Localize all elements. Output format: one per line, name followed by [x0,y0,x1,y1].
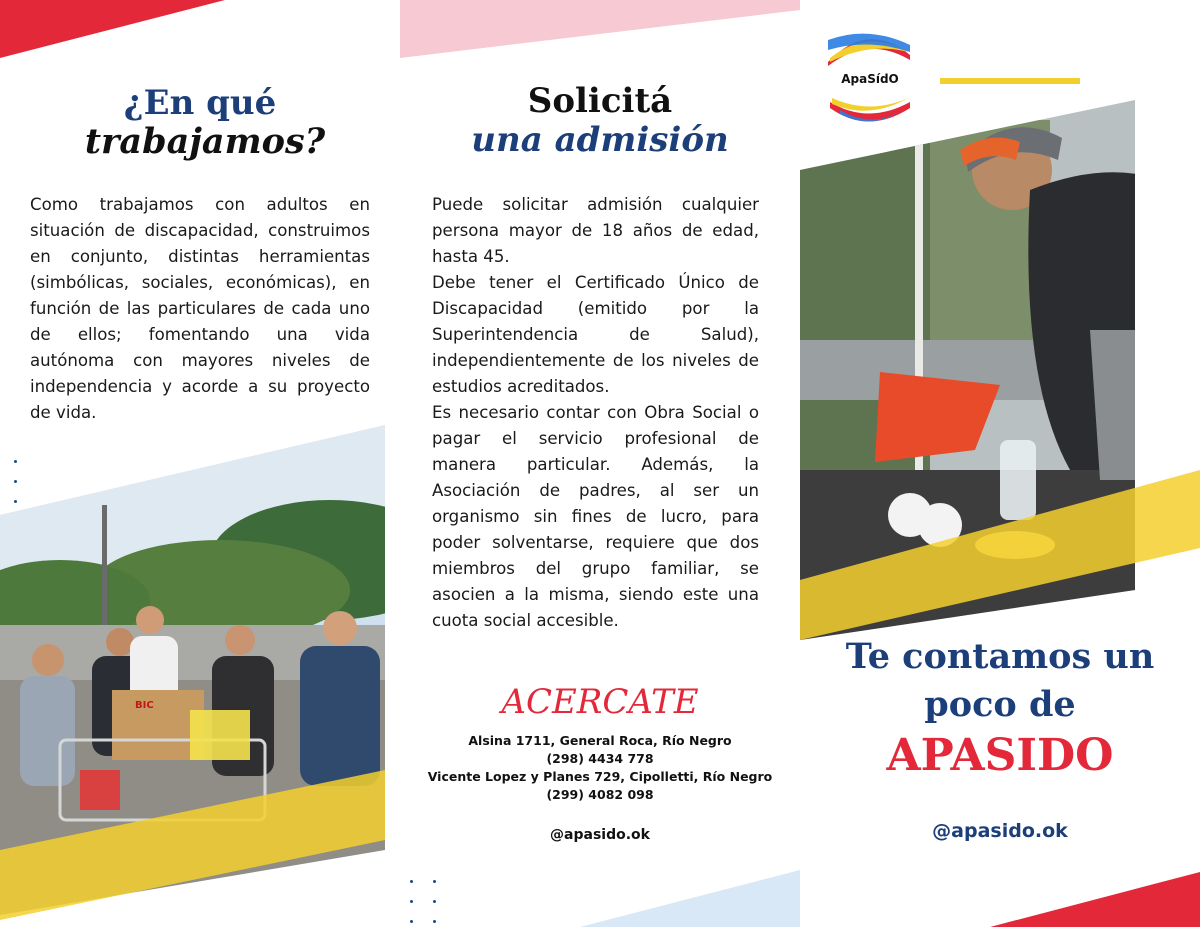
left-title-line2: trabajamos? [84,121,326,162]
red-bottom-stripe [990,872,1200,927]
address-cipolletti: Vicente Lopez y Planes 729, Cipolletti, Río Negro [427,769,773,784]
logo-text: ApaSídO [841,72,899,86]
lightblue-bottom-stripe [580,870,800,927]
phone-general-roca: (298) 4434 778 [546,751,654,766]
middle-paragraph-1: Puede solicitar admisión cualquier persona mayor de 18 años de edad, hasta 45. [432,195,759,266]
middle-paragraph-2: Debe tener el Certificado Único de Discapacidad (emitido por la Superintendencia de Salud), independientemente de los niveles de estudios acreditados. [432,273,759,396]
cover-line1: Te contamos un [845,636,1155,677]
panel-middle [400,0,800,927]
dots-decoration-middle [400,880,444,927]
cart-box-label: BIC [135,700,154,711]
cover-brand: APASIDO [886,730,1114,781]
middle-title-line1: Solicitá [527,81,673,121]
middle-body [432,192,759,634]
red-corner-stripe [0,0,225,58]
contact-block [400,732,800,804]
dots-decoration-left [14,460,24,520]
panel-right [800,0,1200,927]
contact-title: ACERCATE [501,682,699,722]
middle-paragraph-3: Es necesario contar con Obra Social o pagar el servicio profesional de manera particular. Además, la Asociación de padres, al ser un organismo sin fines de lucro, para poder solventarse, requiere que dos miembros del grupo familiar, se asocien a la misma, siendo este una cuota social accesible. [432,403,759,630]
right-social-handle[interactable]: @apasido.ok [932,820,1068,842]
yellow-accent-bar [940,78,1080,84]
left-title-line1: ¿En qué [123,83,277,123]
middle-title-line2: una admisión [471,120,729,160]
address-general-roca: Alsina 1711, General Roca, Río Negro [468,733,732,748]
middle-social-handle[interactable]: @apasido.ok [550,827,650,843]
panel-right-decoration [800,0,1200,927]
panel-left [0,0,400,927]
cover-line2: poco de [924,684,1076,725]
pink-top-stripe [400,0,800,58]
left-body-text: Como trabajamos con adultos en situación de discapacidad, construimos en conjunto, distintas herramientas (simbólicas, sociales, económicas), en función de las particulares de cada uno de ellos; fomentando una vida autónoma con mayores niveles de independencia y acorde a su proyecto de vida. [30,195,370,422]
phone-cipolletti: (299) 4082 098 [546,787,654,802]
